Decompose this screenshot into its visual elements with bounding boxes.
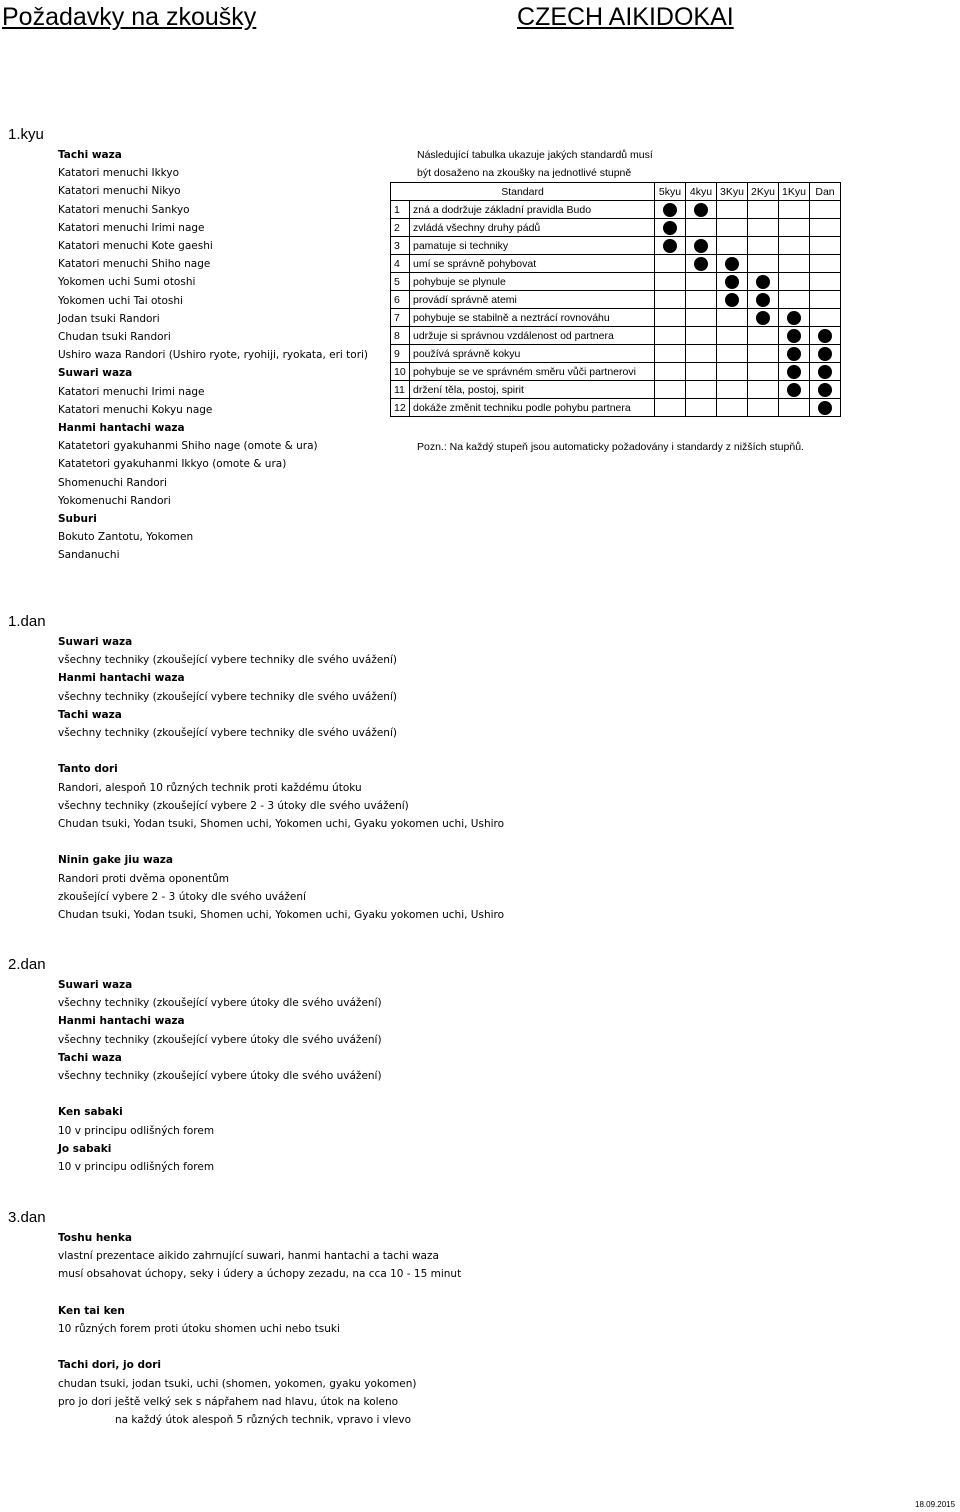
kyu1-list-item: Katatori menuchi Shiho nage — [58, 258, 211, 271]
required-dot-icon — [663, 221, 677, 235]
required-dot-icon — [725, 257, 739, 271]
standard-number: 12 — [391, 399, 410, 417]
level-cell — [810, 273, 841, 291]
required-dot-icon — [756, 275, 770, 289]
level-cell — [717, 399, 748, 417]
required-dot-icon — [694, 203, 708, 217]
standard-number: 2 — [391, 219, 410, 237]
standard-description: provádí správně atemi — [410, 291, 655, 309]
standards-header-label: Standard — [391, 183, 655, 201]
standard-description: pamatuje si techniky — [410, 237, 655, 255]
level-cell — [717, 345, 748, 363]
standards-header-row — [391, 183, 841, 201]
level-cell — [686, 237, 717, 255]
kyu1-list-item: Katatetori gyakuhanmi Shiho nage (omote & ura) — [58, 440, 318, 453]
dan3-subheading: Ken tai ken — [58, 1304, 125, 1317]
level-cell — [748, 309, 779, 327]
standard-number: 11 — [391, 381, 410, 399]
level-cell — [686, 255, 717, 273]
standard-description: umí se správně pohybovat — [410, 255, 655, 273]
level-cell — [655, 291, 686, 309]
required-dot-icon — [818, 401, 832, 415]
dan3-subheading: Toshu henka — [58, 1232, 132, 1244]
level-cell — [686, 399, 717, 417]
kyu1-list-item: Katatori menuchi Sankyo — [58, 203, 190, 216]
level-cell — [717, 291, 748, 309]
required-dot-icon — [663, 239, 677, 253]
level-cell — [810, 399, 841, 417]
required-dot-icon — [787, 347, 801, 361]
level-header: 5kyu — [655, 183, 686, 201]
dan3-list-item: vlastní prezentace aikido zahrnující suwari, hanmi hantachi a tachi waza — [58, 1250, 439, 1263]
level-cell — [717, 237, 748, 255]
kyu1-list-item: Ushiro waza Randori (Ushiro ryote, ryohiji, ryokata, eri tori) — [58, 349, 369, 362]
kyu1-list-item: Yokomen uchi Tai otoshi — [58, 294, 183, 307]
level-cell — [810, 363, 841, 381]
organization-title: CZECH AIKIDOKAI — [517, 3, 734, 31]
kyu1-list-item: Katatori menuchi Irimi nage — [58, 221, 205, 234]
required-dot-icon — [818, 329, 832, 343]
dan1-subheading: Ninin gake jiu waza — [58, 854, 173, 867]
level-cell — [810, 237, 841, 255]
dan2-subheading: Jo sabaki — [58, 1142, 112, 1155]
level-cell — [748, 399, 779, 417]
standard-row — [391, 327, 841, 345]
standards-intro-line1: Následující tabulka ukazuje jakých standardů musí — [417, 149, 653, 161]
level-cell — [748, 363, 779, 381]
level-cell — [717, 255, 748, 273]
required-dot-icon — [756, 311, 770, 325]
dan2-list-item: 10 v principu odlišných forem — [58, 1124, 215, 1137]
required-dot-icon — [725, 275, 739, 289]
level-cell — [779, 309, 810, 327]
required-dot-icon — [787, 311, 801, 325]
level-cell — [686, 327, 717, 345]
standard-number: 8 — [391, 327, 410, 345]
kyu1-list-item: Yokomenuchi Randori — [58, 494, 171, 507]
level-header: Dan — [810, 183, 841, 201]
level-header: 4kyu — [686, 183, 717, 201]
kyu1-subheading: Suburi — [58, 513, 97, 525]
level-cell — [779, 327, 810, 345]
standard-description: dokáže změnit techniku podle pohybu partnera — [410, 399, 655, 417]
level-cell — [779, 237, 810, 255]
dan1-list-item: všechny techniky (zkoušející vybere techniky dle svého uvážení) — [58, 727, 397, 739]
section-title-2dan: 2.dan — [8, 956, 46, 973]
dan1-list-item: Randori proti dvěma oponentům — [58, 872, 229, 885]
kyu1-list-item: Katatori menuchi Ikkyo — [58, 167, 180, 180]
level-cell — [655, 201, 686, 219]
dan1-list-item: všechny techniky (zkoušející vybere techniky dle svého uvážení) — [58, 654, 397, 667]
standards-note: Pozn.: Na každý stupeň jsou automaticky požadovány i standardy z nižších stupňů. — [417, 441, 804, 453]
level-cell — [810, 381, 841, 399]
kyu1-subheading: Tachi waza — [58, 149, 122, 161]
kyu1-list-item: Katatori menuchi Kote gaeshi — [58, 240, 213, 252]
dan2-subheading: Ken sabaki — [58, 1106, 123, 1119]
level-cell — [748, 381, 779, 399]
section-title-3dan: 3.dan — [8, 1209, 46, 1226]
level-cell — [655, 273, 686, 291]
level-header: 1Kyu — [779, 183, 810, 201]
dan2-list-item: všechny techniky (zkoušející vybere útoky dle svého uvážení) — [58, 1070, 382, 1082]
level-cell — [717, 309, 748, 327]
required-dot-icon — [694, 239, 708, 253]
level-cell — [810, 201, 841, 219]
standard-row — [391, 363, 841, 381]
standard-row — [391, 399, 841, 417]
standard-description: držení těla, postoj, spirit — [410, 381, 655, 399]
level-cell — [655, 381, 686, 399]
level-cell — [655, 345, 686, 363]
level-cell — [748, 291, 779, 309]
level-cell — [810, 327, 841, 345]
level-cell — [655, 399, 686, 417]
dan1-subheading: Hanmi hantachi waza — [58, 672, 185, 685]
standard-row — [391, 381, 841, 399]
dan2-subheading: Hanmi hantachi waza — [58, 1015, 185, 1028]
dan1-list-item: všechny techniky (zkoušející vybere 2 - 3 útoky dle svého uvážení) — [58, 799, 409, 812]
standard-number: 1 — [391, 201, 410, 219]
kyu1-list-item: Bokuto Zantotu, Yokomen — [58, 531, 194, 544]
kyu1-list-item: Jodan tsuki Randori — [58, 312, 160, 325]
dan1-list-item: Randori, alespoň 10 různých technik proti každému útoku — [58, 781, 362, 794]
kyu1-list-item: Sandanuchi — [58, 549, 120, 562]
dan1-list-item: Chudan tsuki, Yodan tsuki, Shomen uchi, Yokomen uchi, Gyaku yokomen uchi, Ushiro — [58, 909, 505, 921]
required-dot-icon — [787, 329, 801, 343]
dan3-list-item: 10 různých forem proti útoku shomen uchi nebo tsuki — [58, 1323, 340, 1335]
level-cell — [779, 201, 810, 219]
level-cell — [655, 219, 686, 237]
level-cell — [748, 201, 779, 219]
standard-row — [391, 201, 841, 219]
required-dot-icon — [725, 293, 739, 307]
document-date: 18.09.2015 — [915, 1500, 956, 1509]
kyu1-list-item: Katatori menuchi Nikyo — [58, 185, 181, 198]
level-cell — [686, 381, 717, 399]
level-cell — [717, 273, 748, 291]
level-cell — [779, 273, 810, 291]
standards-intro-line2: být dosaženo na zkoušky na jednotlivé stupně — [417, 167, 632, 179]
dan2-list-item: 10 v principu odlišných forem — [58, 1161, 215, 1173]
level-cell — [748, 273, 779, 291]
kyu1-list-item: Katatori menuchi Irimi nage — [58, 385, 205, 398]
kyu1-subheading: Suwari waza — [58, 367, 133, 380]
level-cell — [686, 273, 717, 291]
level-cell — [779, 381, 810, 399]
standard-description: pohybuje se ve správném směru vůči partnerovi — [410, 363, 655, 381]
standard-number: 5 — [391, 273, 410, 291]
standard-number: 3 — [391, 237, 410, 255]
dan3-list-item: na každý útok alespoň 5 různých technik, vpravo i vlevo — [115, 1414, 412, 1426]
level-cell — [748, 327, 779, 345]
standard-description: pohybuje se stabilně a neztrácí rovnováhu — [410, 309, 655, 327]
level-cell — [686, 219, 717, 237]
level-cell — [655, 237, 686, 255]
level-cell — [779, 291, 810, 309]
dan2-subheading: Tachi waza — [58, 1051, 122, 1064]
level-cell — [717, 201, 748, 219]
section-title-1dan: 1.dan — [8, 613, 46, 630]
kyu1-list-item: Katatetori gyakuhanmi Ikkyo (omote & ura) — [58, 458, 287, 471]
level-cell — [748, 219, 779, 237]
dan3-list-item: chudan tsuki, jodan tsuki, uchi (shomen, yokomen, gyaku yokomen) — [58, 1377, 417, 1390]
standard-number: 6 — [391, 291, 410, 309]
kyu1-list-item: Katatori menuchi Kokyu nage — [58, 403, 213, 416]
level-cell — [686, 291, 717, 309]
required-dot-icon — [818, 365, 832, 379]
level-cell — [717, 363, 748, 381]
dan1-subheading: Tanto dori — [58, 763, 118, 776]
level-header: 2Kyu — [748, 183, 779, 201]
dan1-list-item: Chudan tsuki, Yodan tsuki, Shomen uchi, Yokomen uchi, Gyaku yokomen uchi, Ushiro — [58, 818, 505, 830]
standard-row — [391, 255, 841, 273]
section-title-1kyu: 1.kyu — [8, 126, 44, 143]
standard-row — [391, 309, 841, 327]
standard-number: 7 — [391, 309, 410, 327]
dan3-subheading: Tachi dori, jo dori — [58, 1359, 161, 1372]
standard-description: zvládá všechny druhy pádů — [410, 219, 655, 237]
level-cell — [717, 381, 748, 399]
kyu1-list-item: Yokomen uchi Sumi otoshi — [58, 276, 196, 289]
dan1-subheading: Tachi waza — [58, 708, 122, 721]
standard-number: 10 — [391, 363, 410, 381]
level-cell — [810, 309, 841, 327]
level-cell — [810, 291, 841, 309]
kyu1-list-item: Chudan tsuki Randori — [58, 331, 171, 343]
dan2-list-item: všechny techniky (zkoušející vybere útoky dle svého uvážení) — [58, 997, 382, 1010]
dan1-subheading: Suwari waza — [58, 636, 133, 648]
level-cell — [810, 219, 841, 237]
standard-description: pohybuje se plynule — [410, 273, 655, 291]
dan1-list-item: zkoušející vybere 2 - 3 útoky dle svého uvážení — [58, 890, 306, 903]
required-dot-icon — [663, 203, 677, 217]
required-dot-icon — [818, 347, 832, 361]
standard-row — [391, 237, 841, 255]
required-dot-icon — [787, 383, 801, 397]
dan3-list-item: musí obsahovat úchopy, seky i údery a úchopy zezadu, na cca 10 - 15 minut — [58, 1268, 462, 1281]
kyu1-list-item: Shomenuchi Randori — [58, 476, 167, 489]
dan3-list-item: pro jo dori ještě velký sek s nápřahem nad hlavu, útok na koleno — [58, 1395, 399, 1408]
level-cell — [655, 309, 686, 327]
required-dot-icon — [818, 383, 832, 397]
level-cell — [655, 255, 686, 273]
standard-number: 4 — [391, 255, 410, 273]
kyu1-subheading: Hanmi hantachi waza — [58, 422, 185, 434]
level-cell — [717, 327, 748, 345]
standard-description: zná a dodržuje základní pravidla Budo — [410, 201, 655, 219]
level-cell — [748, 255, 779, 273]
dan2-subheading: Suwari waza — [58, 979, 133, 991]
standard-row — [391, 219, 841, 237]
dan2-list-item: všechny techniky (zkoušející vybere útoky dle svého uvážení) — [58, 1033, 382, 1046]
level-cell — [748, 237, 779, 255]
level-cell — [810, 345, 841, 363]
level-cell — [779, 219, 810, 237]
level-cell — [779, 363, 810, 381]
level-cell — [655, 327, 686, 345]
required-dot-icon — [787, 365, 801, 379]
standard-row — [391, 345, 841, 363]
level-cell — [655, 363, 686, 381]
level-cell — [810, 255, 841, 273]
dan1-list-item: všechny techniky (zkoušející vybere techniky dle svého uvážení) — [58, 690, 397, 703]
level-cell — [748, 345, 779, 363]
standard-number: 9 — [391, 345, 410, 363]
level-cell — [779, 399, 810, 417]
level-cell — [686, 345, 717, 363]
level-cell — [686, 201, 717, 219]
standard-row — [391, 273, 841, 291]
required-dot-icon — [756, 293, 770, 307]
level-cell — [717, 219, 748, 237]
level-header: 3Kyu — [717, 183, 748, 201]
level-cell — [779, 345, 810, 363]
standard-description: udržuje si správnou vzdálenost od partnera — [410, 327, 655, 345]
standard-row — [391, 291, 841, 309]
standard-description: používá správně kokyu — [410, 345, 655, 363]
level-cell — [686, 309, 717, 327]
level-cell — [686, 363, 717, 381]
required-dot-icon — [694, 257, 708, 271]
level-cell — [779, 255, 810, 273]
standards-table — [390, 182, 841, 417]
page-title: Požadavky na zkoušky — [2, 3, 257, 31]
